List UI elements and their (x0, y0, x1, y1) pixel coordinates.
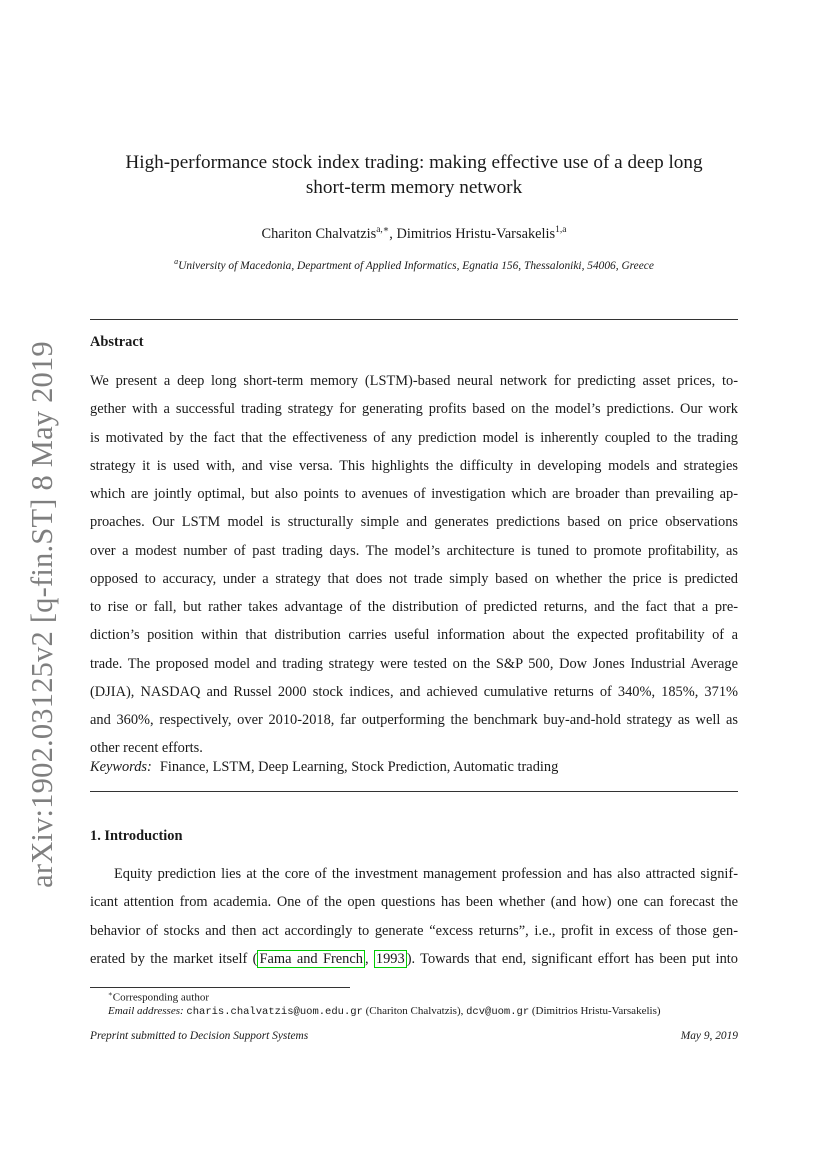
abstract-line: proaches. Our LSTM model is structurally simple and generates predictions based on price observations (90, 514, 738, 531)
arxiv-stamp (22, 341, 62, 888)
footnote-corresponding-text: Corresponding author (112, 991, 209, 1004)
author-list (90, 224, 738, 243)
intro-line (90, 945, 738, 973)
abstract-bottom-rule (90, 791, 738, 792)
abstract-line: which are jointly optimal, but also points to avenues of investigation which are broader than prevailing ap- (90, 486, 738, 502)
preprint-date: May 9, 2019 (680, 1030, 738, 1042)
email-link-1[interactable]: charis.chalvatzis@uom.edu.gr (186, 1006, 363, 1018)
keywords-label: Keywords: (90, 759, 152, 775)
title-line-2: short-term memory network (305, 177, 523, 198)
abstract-line: is motivated by the fact that the effectiveness of any prediction model is inherently coupled to the trading (90, 429, 738, 446)
intro-line: icant attention from academia. One of the open questions has been whether (and how) one can forecast the (90, 894, 738, 911)
footnote-corresponding (108, 990, 728, 1004)
keywords (90, 759, 558, 776)
affiliation (90, 257, 738, 272)
author-separator: , (389, 225, 397, 242)
footnote-mark: ∗ (108, 990, 113, 998)
abstract-line: strategy it is used with, and vise versa. This highlights the difficulty in developing models and strategies (90, 457, 738, 474)
email-name-2: (Dimitrios Hristu-Varsakelis) (531, 1005, 661, 1017)
abstract-line: gether with a successful trading strategy for generating profits based on the model’s predictions. Our work (90, 401, 738, 418)
arxiv-id: arXiv:1902.03125v2 [q-fin.ST] 8 May 2019 (24, 341, 59, 888)
abstract-line: opposed to accuracy, under a strategy that does not trade simply based on whether the price is predicted (90, 570, 738, 587)
abstract-heading: Abstract (90, 334, 144, 350)
abstract-line: over a modest number of past trading days. The model’s architecture is tuned to promote profitability, as (90, 542, 738, 559)
citation-comma: , (364, 950, 374, 967)
preprint-note: Preprint submitted to Decision Support Systems (90, 1030, 309, 1042)
citation-author-link[interactable]: Fama and French (259, 950, 363, 967)
author-name: Chariton Chalvatzis (261, 225, 377, 242)
introduction-body (90, 860, 738, 973)
introduction-heading: 1. Introduction (90, 828, 183, 844)
author-affil-mark: a,∗ (376, 225, 390, 235)
abstract-top-rule (90, 319, 738, 320)
abstract-line: other recent efforts. (90, 740, 203, 757)
footnote-rule (90, 987, 350, 988)
abstract-line: and 360%, respectively, over 2010-2018, far outperforming the benchmark buy-and-hold strategy as well as (90, 712, 738, 728)
abstract-line: trade. The proposed model and trading strategy were tested on the S&P 500, Dow Jones Industrial Average (90, 655, 738, 672)
email-label: Email addresses: (108, 1005, 184, 1017)
email-link-2[interactable]: dcv@uom.gr (466, 1006, 530, 1018)
affiliation-text: University of Macedonia, Department of Applied Informatics, Egnatia 156, Thessaloniki, 54006, Greece (178, 259, 654, 272)
author-affil-mark: 1,a (555, 225, 567, 235)
affiliation-mark: a (174, 257, 179, 266)
paper-title (90, 150, 738, 200)
abstract-line: to rise or fall, but rather takes advantage of the distribution of predicted returns, and the fact that a pre- (90, 599, 738, 615)
abstract-line: (DJIA), NASDAQ and Russel 2000 stock indices, and achieved cumulative returns of 340%, 185%, 371% (90, 683, 738, 700)
footnote-emails (108, 1005, 748, 1018)
intro-text: erated by the market itself ( (90, 950, 258, 967)
abstract-body (90, 367, 738, 763)
intro-line: behavior of stocks and then act accordingly to generate “excess returns”, i.e., profit in excess of those gen- (90, 922, 738, 939)
title-line-1: High-performance stock index trading: making effective use of a deep long (125, 152, 703, 173)
author-name: Dimitrios Hristu-Varsakelis (396, 225, 556, 242)
email-name-1: (Chariton Chalvatzis), (365, 1005, 464, 1017)
abstract-line: We present a deep long short-term memory (LSTM)-based neural network for predicting asset prices, to- (90, 373, 738, 389)
keywords-text: Finance, LSTM, Deep Learning, Stock Prediction, Automatic trading (159, 759, 559, 775)
abstract-line: diction’s position within that distribution carries useful information about the expected profitability of a (90, 627, 738, 644)
citation-year-link[interactable]: 1993 (375, 950, 405, 967)
intro-line: Equity prediction lies at the core of the investment management profession and has also attracted signif- (114, 866, 738, 882)
intro-text: ). Towards that end, significant effort has been put into (406, 950, 738, 967)
